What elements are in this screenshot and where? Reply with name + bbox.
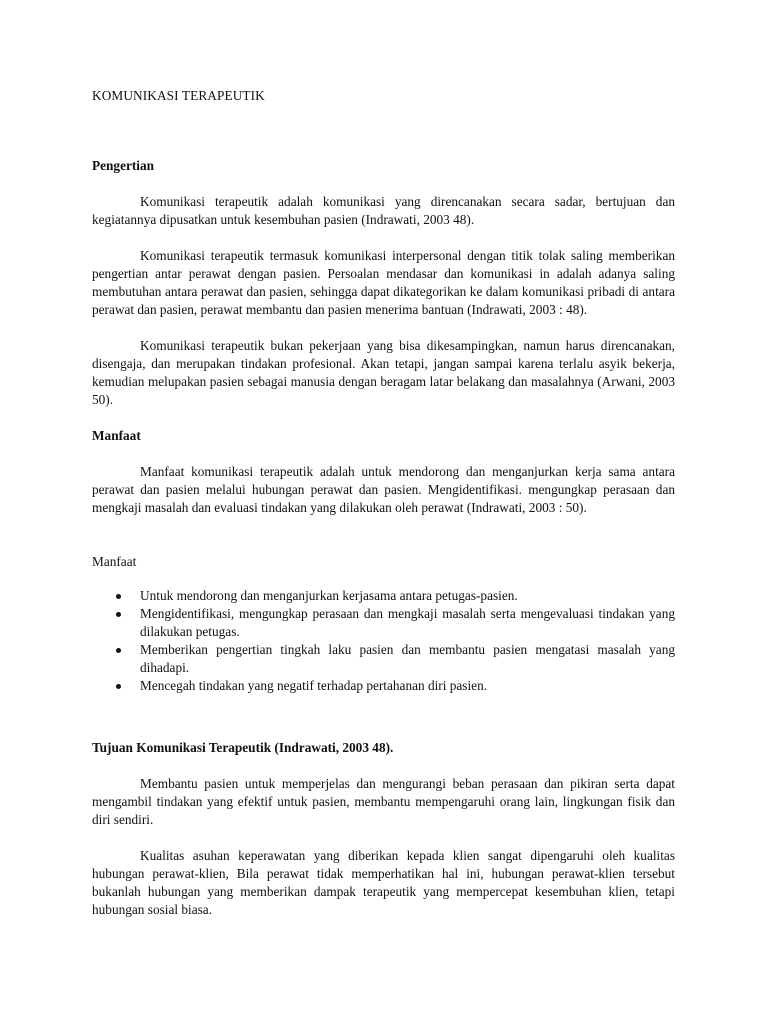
list-item (92, 677, 675, 695)
manfaat-heading: Manfaat (92, 428, 141, 443)
manfaat-list-heading: Manfaat (92, 554, 137, 569)
list-item (92, 641, 675, 677)
pengertian-paragraph-3: Komunikasi terapeutik bukan pekerjaan yang bisa dikesampingkan, namun harus direncanakan, disengaja, dan merupakan tindakan profesional. Akan tetapi, jangan sampai karena terlalu asyik bekerja, kemudian melupakan pasien sebagai manusia dengan beragam latar belakang dan masalahnya (Arwani, 2003 50). (92, 338, 675, 407)
list-item-text: Untuk mendorong dan menganjurkan kerjasama antara petugas-pasien. (140, 588, 518, 603)
list-item-text: Memberikan pengertian tingkah laku pasien dan membantu pasien mengatasi masalah yang dihadapi. (140, 642, 675, 675)
bullet-icon (116, 684, 121, 689)
pengertian-paragraph-1: Komunikasi terapeutik adalah komunikasi yang direncanakan secara sadar, bertujuan dan kegiatannya dipusatkan untuk kesembuhan pasien (Indrawati, 2003 48). (92, 194, 675, 227)
document-page (92, 87, 675, 919)
manfaat-bullet-list (92, 587, 675, 695)
document-title: KOMUNIKASI TERAPEUTIK (92, 88, 265, 103)
bullet-icon (116, 594, 121, 599)
list-item (92, 605, 675, 641)
tujuan-paragraph-1: Membantu pasien untuk memperjelas dan mengurangi beban perasaan dan pikiran serta dapat mengambil tindakan yang efektif untuk pasien, membantu mempengaruhi orang lain, lingkungan fisik dan diri sendiri. (92, 776, 675, 827)
bullet-icon (116, 612, 121, 617)
pengertian-heading: Pengertian (92, 158, 155, 173)
tujuan-paragraph-2: Kualitas asuhan keperawatan yang diberikan kepada klien sangat dipengaruhi oleh kualitas hubungan perawat-klien, Bila perawat tidak memperhatikan hal ini, hubungan perawat-klien tersebut bukanlah hubungan yang memberikan dampak terapeutik yang mempercepat kesembuhan klien, tetapi hubungan sosial biasa. (92, 848, 675, 917)
list-item-text: Mengidentifikasi, mengungkap perasaan dan mengkaji masalah serta mengevaluasi tindakan yang dilakukan petugas. (140, 606, 675, 639)
list-item (92, 587, 675, 605)
manfaat-paragraph: Manfaat komunikasi terapeutik adalah untuk mendorong dan menganjurkan kerja sama antara perawat dan pasien melalui hubungan perawat dan pasien. Mengidentifikasi. mengungkap perasaan dan mengkaji masalah dan evaluasi tindakan yang dilakukan oleh perawat (Indrawati, 2003 : 50). (92, 464, 675, 515)
bullet-icon (116, 648, 121, 653)
pengertian-paragraph-2: Komunikasi terapeutik termasuk komunikasi interpersonal dengan titik tolak saling memberikan pengertian antar perawat dengan pasien. Persoalan mendasar dan komunikasi in adalah adanya saling membutuhan antara perawat dan pasien, sehingga dapat dikategorikan ke dalam komunikasi pribadi di antara perawat dan pasien, perawat membantu dan pasien menerima bantuan (Indrawati, 2003 : 48). (92, 248, 675, 317)
tujuan-heading: Tujuan Komunikasi Terapeutik (Indrawati, 2003 48). (92, 740, 394, 755)
list-item-text: Mencegah tindakan yang negatif terhadap pertahanan diri pasien. (140, 678, 488, 693)
